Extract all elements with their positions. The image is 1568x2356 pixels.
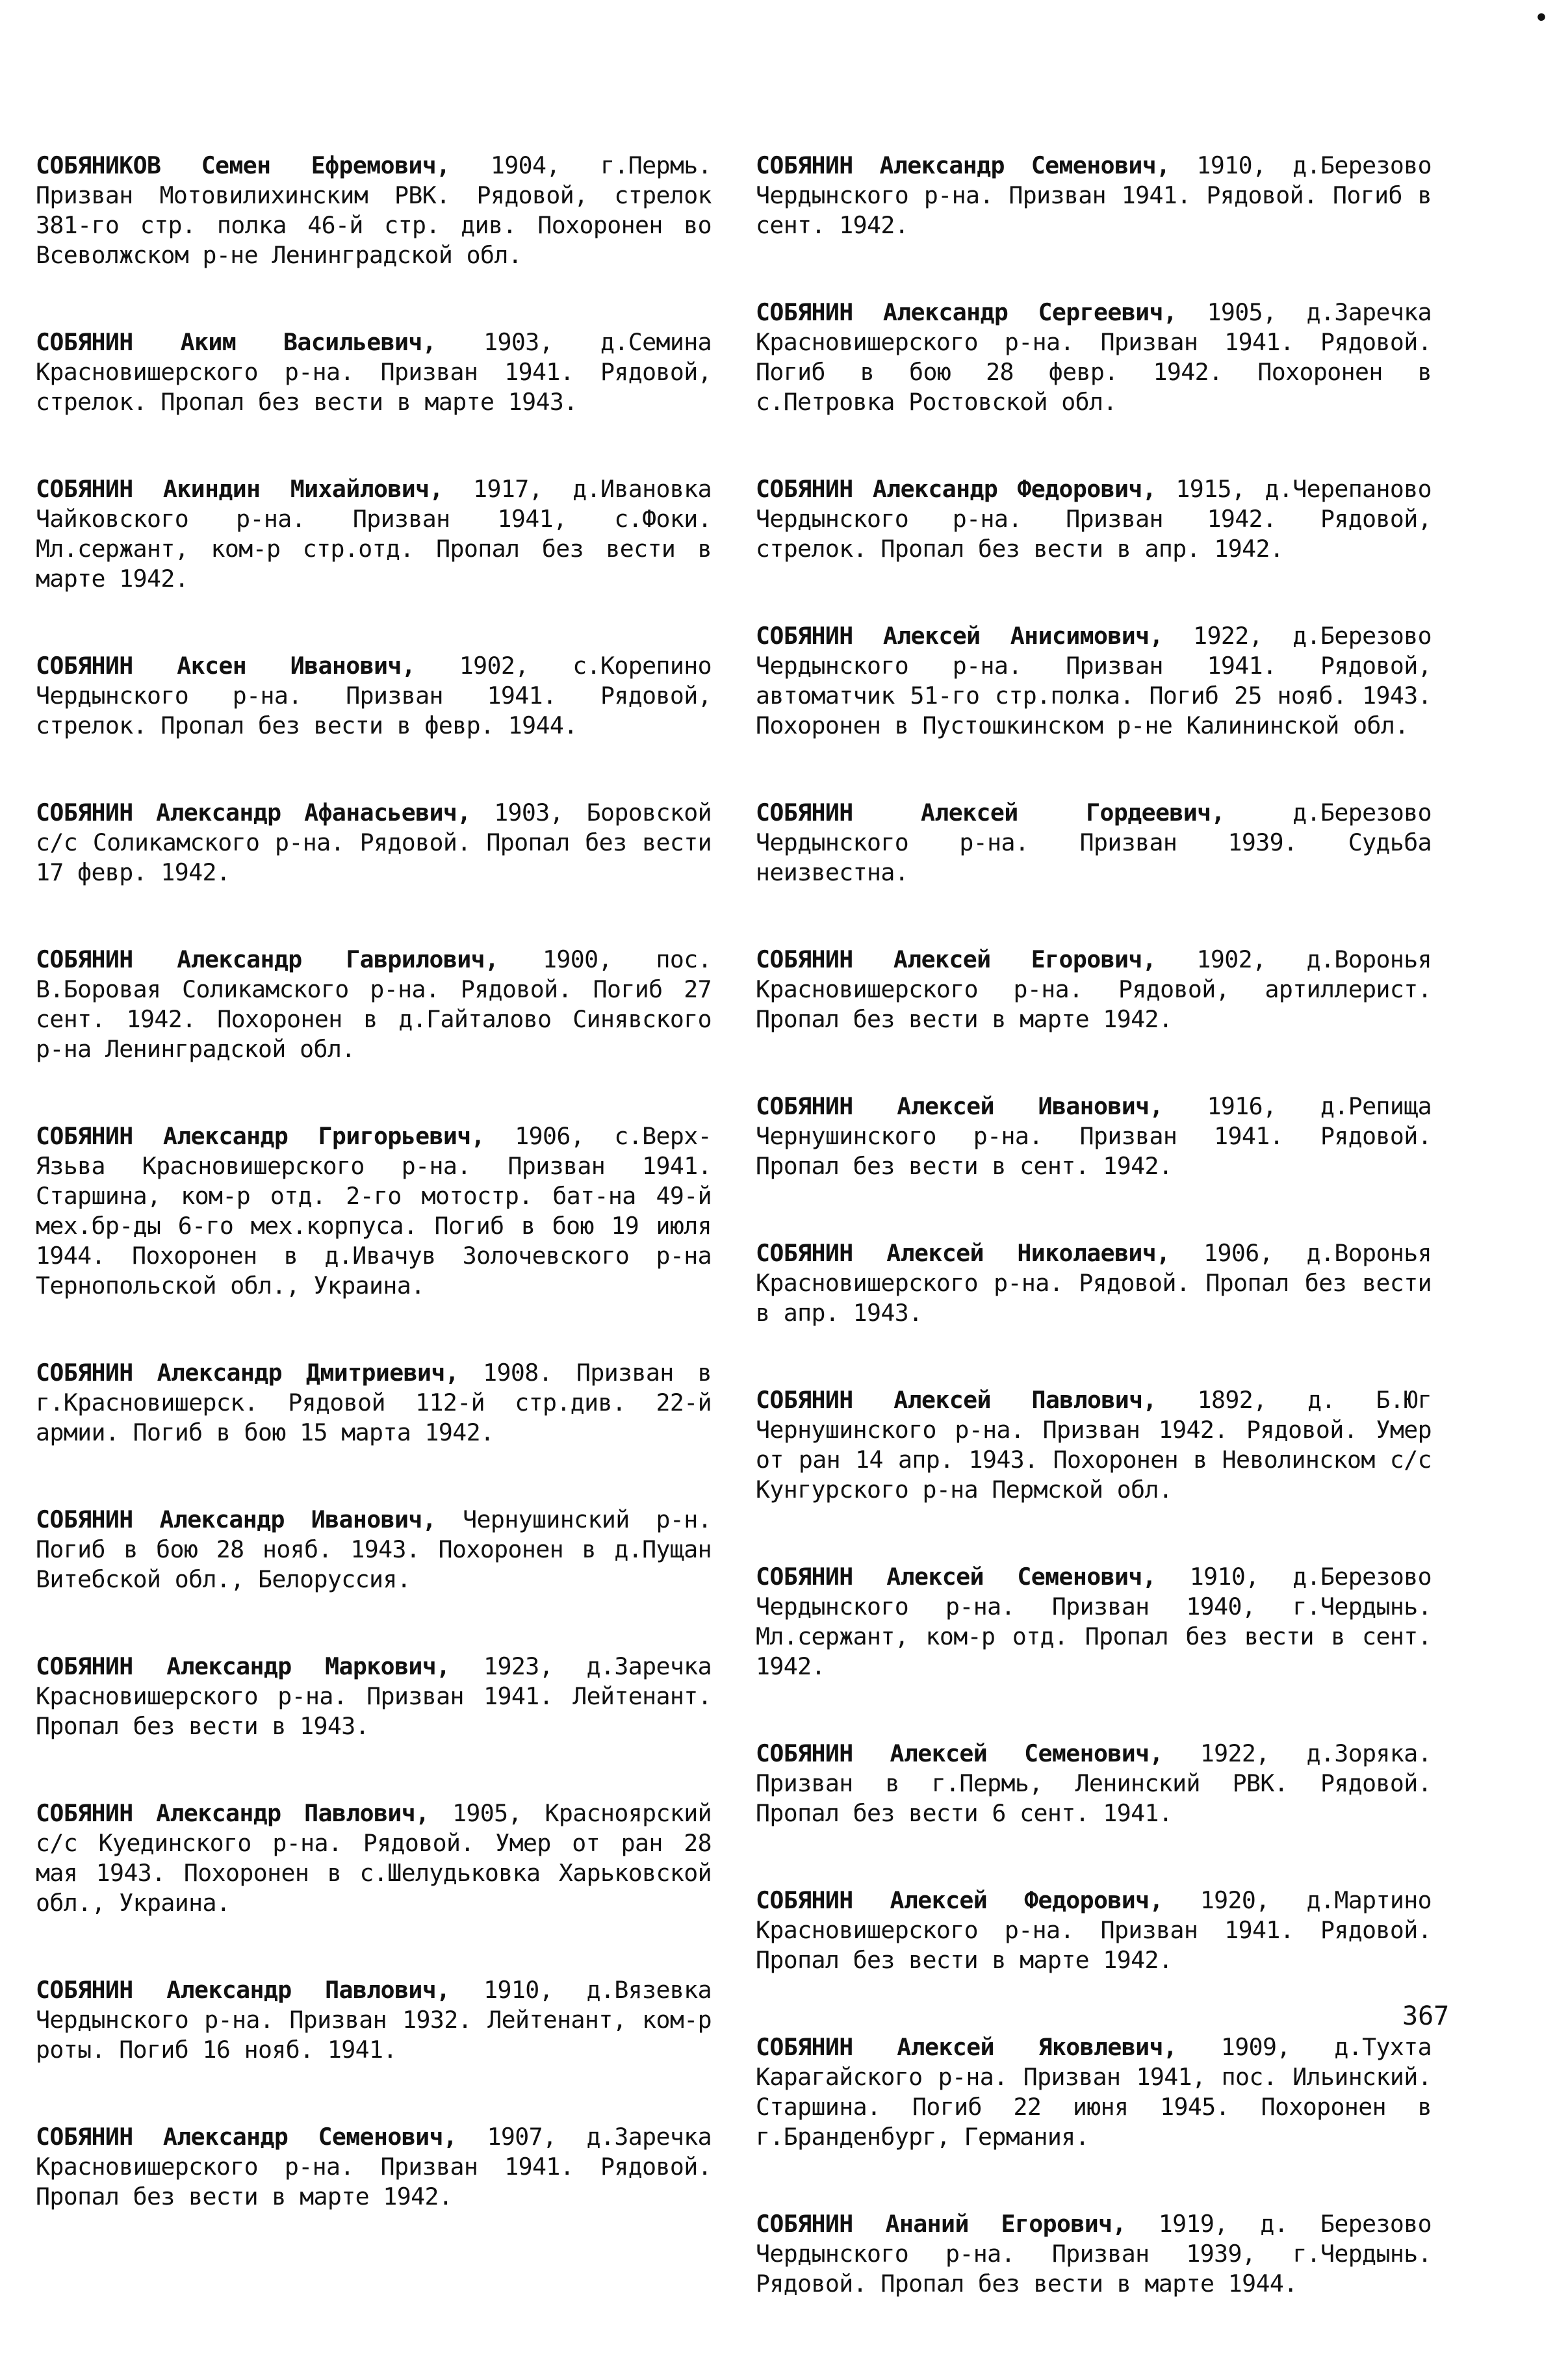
entry-name: СОБЯНИН Алексей Николаевич, [756, 1239, 1170, 1267]
entry-name: СОБЯНИН Александр Дмитриевич, [36, 1359, 459, 1387]
entry-text: 1919, д. Березово Чердынского р-на. Призван 1939, г.Чердынь. Рядовой. Пропал без вести в марте 1944. [756, 2210, 1432, 2298]
entry-text: 1920, д.Мартино Красновишерского р-на. Призван 1941. Рядовой. Пропал без вести в марте 1942. [756, 1886, 1432, 1974]
entry [36, 1652, 712, 1741]
entry-name: СОБЯНИН Александр Павлович, [36, 1799, 430, 1827]
entry-name: СОБЯНИН Алексей Павлович, [756, 1386, 1157, 1414]
entry-text: 1906, с.Верх-Язьва Красновишерского р-на. Призван 1941. Старшина, ком-р отд. 2-го мотостр. бат-на 49-й мех.бр-ды 6-го мех.корпуса. Погиб в бою 19 июля 1944. Похоронен в д.Ивачув Золочевского р-на Тернопольской обл., Украина. [36, 1122, 712, 1300]
entry-text: 1910, д.Березово Чердынского р-на. Призван 1940, г.Чердынь. Мл.сержант, ком-р отд. Пропал без вести в сент. 1942. [756, 1563, 1432, 1680]
entry-text: д.Березово Чердынского р-на. Призван 1939. Судьба неизвестна. [756, 799, 1432, 886]
entry [36, 1799, 712, 1918]
entry [36, 945, 712, 1064]
entry-text: 1922, д.Березово Чердынского р-на. Призван 1941. Рядовой, автоматчик 51-го стр.полка. Погиб 25 нояб. 1943. Похоронен в Пустошкинском р-не Калининской обл. [756, 622, 1432, 739]
entry [36, 327, 712, 417]
entry-name: СОБЯНИН Александр Федорович, [756, 475, 1157, 503]
entry-text: 1905, д.Заречка Красновишерского р-на. Призван 1941. Рядовой. Погиб в бою 28 февр. 1942. Похоронен в с.Петровка Ростовской обл. [756, 298, 1432, 416]
entry-name: СОБЯНИН Александр Афанасьевич, [36, 799, 471, 826]
entry-name: СОБЯНИН Александр Гаврилович, [36, 945, 499, 973]
entry-text: 1906, д.Воронья Красновишерского р-на. Рядовой. Пропал без вести в апр. 1943. [756, 1239, 1432, 1327]
entry [36, 1121, 712, 1301]
entry-text: 1902, д.Воронья Красновишерского р-на. Рядовой, артиллерист. Пропал без вести в марте 1942. [756, 945, 1432, 1033]
entry-name: СОБЯНИН Александр Григорьевич, [36, 1122, 485, 1150]
entry-text: 1909, д.Тухта Карагайского р-на. Призван 1941, пос. Ильинский. Старшина. Погиб 22 июня 1945. Похоронен в г.Бранденбург, Германия. [756, 2033, 1432, 2151]
entry-name: СОБЯНИН Александр Иванович, [36, 1505, 437, 1533]
entry [756, 621, 1432, 741]
entry-name: СОБЯНИН Алексей Федорович, [756, 1886, 1163, 1914]
entry-name: СОБЯНИН Александр Сергеевич, [756, 298, 1177, 326]
entry-text: 1905, Краснoярский с/с Куединского р-на. Рядовой. Умер от ран 28 мая 1943. Похоронен в с.Шелудьковка Харьковской обл., Украина. [36, 1799, 712, 1917]
entry [756, 2209, 1432, 2299]
left-column [36, 151, 712, 2269]
entry [756, 2032, 1432, 2152]
entry-text: Чернушинский р-н. Погиб в бою 28 нояб. 1943. Похоронен в д.Пущан Витебской обл., Белоруссия. [36, 1505, 712, 1593]
entry [36, 1975, 712, 2065]
entry-name: СОБЯНИН Александр Павлович, [36, 1976, 450, 2004]
entry-name: СОБЯНИН Ананий Егорович, [756, 2210, 1126, 2238]
entry-text: 1922, д.Зоряка. Призван в г.Пермь, Ленинский РВК. Рядовой. Пропал без вести 6 сент. 1941. [756, 1739, 1432, 1827]
entry-name: СОБЯНИН Алексей Семенович, [756, 1739, 1163, 1767]
entry [36, 798, 712, 888]
entry [756, 1562, 1432, 1682]
right-column [756, 151, 1432, 2356]
entry-name: СОБЯНИН Аким Васильевич, [36, 328, 437, 356]
entry-name: СОБЯНИН Алексей Яковлевич, [756, 2033, 1177, 2061]
entry-name: СОБЯНИН Алексей Гордеевич, [756, 799, 1225, 826]
entry-name: СОБЯНИН Акиндин Михайлович, [36, 475, 443, 503]
entry [756, 1739, 1432, 1828]
entry [756, 945, 1432, 1034]
entry [36, 151, 712, 270]
entry [36, 2122, 712, 2212]
entry-text: 1900, пос. В.Боровая Соликамского р-на. Рядовой. Погиб 27 сент. 1942. Похоронен в д.Гайталово Синявского р-на Ленинградской обл. [36, 945, 712, 1063]
entry-name: СОБЯНИН Аксен Иванович, [36, 652, 416, 680]
entry-name: СОБЯНИН Александр Семенович, [36, 2123, 457, 2151]
entry-text: 1916, д.Репища Чернушинского р-на. Призван 1941. Рядовой. Пропал без вести в сент. 1942. [756, 1092, 1432, 1180]
entry-text: 1917, д.Ивановка Чайковского р-на. Призван 1941, с.Фоки. Мл.сержант, ком-р стр.отд. Пропал без вести в марте 1942. [36, 475, 712, 593]
entry-text: 1908. Призван в г.Красновишерск. Рядовой 112-й стр.див. 22-й армии. Погиб в бою 15 марта 1942. [36, 1359, 712, 1446]
entry-name: СОБЯНИН Александр Маркович, [36, 1652, 450, 1680]
entry [756, 1886, 1432, 1975]
entry-text: 1915, д.Черепаново Чердынского р-на. Призван 1942. Рядовой, стрелок. Пропал без вести в апр. 1942. [756, 475, 1432, 563]
entry-text: 1910, д.Вязевка Чердынского р-на. Призван 1932. Лейтенант, ком-р роты. Погиб 16 нояб. 1941. [36, 1976, 712, 2064]
entry [36, 474, 712, 594]
entry [36, 651, 712, 741]
entry-text: 1923, д.Заречка Красновишерского р-на. Призван 1941. Лейтенант. Пропал без вести в 1943. [36, 1652, 712, 1740]
entry-text: 1910, д.Березово Чердынского р-на. Призван 1941. Рядовой. Погиб в сент. 1942. [756, 151, 1432, 239]
entry-name: СОБЯНИН Алексей Анисимович, [756, 622, 1163, 650]
entry [756, 151, 1432, 240]
entry [756, 474, 1432, 564]
entry [36, 1358, 712, 1448]
entry [756, 798, 1432, 888]
entry-text: 1907, д.Заречка Красновишерского р-на. Призван 1941. Рядовой. Пропал без вести в марте 1942. [36, 2123, 712, 2210]
entry-name: СОБЯНИН Александр Семенович, [756, 151, 1170, 179]
entry-name: СОБЯНИН Алексей Егорович, [756, 945, 1157, 973]
entry [36, 1505, 712, 1594]
entry-name: СОБЯНИН Алексей Иванович, [756, 1092, 1163, 1120]
entry-text: 1904, г.Пермь. Призван Мотовилихинским РВК. Рядовой, стрелок 381-го стр. полка 46-й стр. див. Похоронен во Всеволжском р-не Ленинградской обл. [36, 151, 712, 269]
page-number: 367 [1402, 2001, 1450, 2031]
entry-text: 1892, д. Б.Юг Чернушинского р-на. Призван 1942. Рядовой. Умер от ран 14 апр. 1943. Похоронен в Неволинском с/с Кунгурского р-на Пермской обл. [756, 1386, 1432, 1504]
corner-mark: • [1534, 3, 1550, 33]
entry-name: СОБЯНИН Алексей Семенович, [756, 1563, 1157, 1591]
entry-text: 1903, Боровской с/с Соликамского р-на. Рядовой. Пропал без вести 17 февр. 1942. [36, 799, 712, 886]
entry [756, 1092, 1432, 1181]
entry-name: СОБЯНИКОВ Семен Ефремович, [36, 151, 450, 179]
entry-text: 1903, д.Семина Красновишерского р-на. Призван 1941. Рядовой, стрелок. Пропал без вести в марте 1943. [36, 328, 712, 416]
entry [756, 1238, 1432, 1328]
entry [756, 298, 1432, 417]
entry [756, 1385, 1432, 1505]
entry-text: 1902, с.Корепино Чердынского р-на. Призван 1941. Рядовой, стрелок. Пропал без вести в февр. 1944. [36, 652, 712, 739]
